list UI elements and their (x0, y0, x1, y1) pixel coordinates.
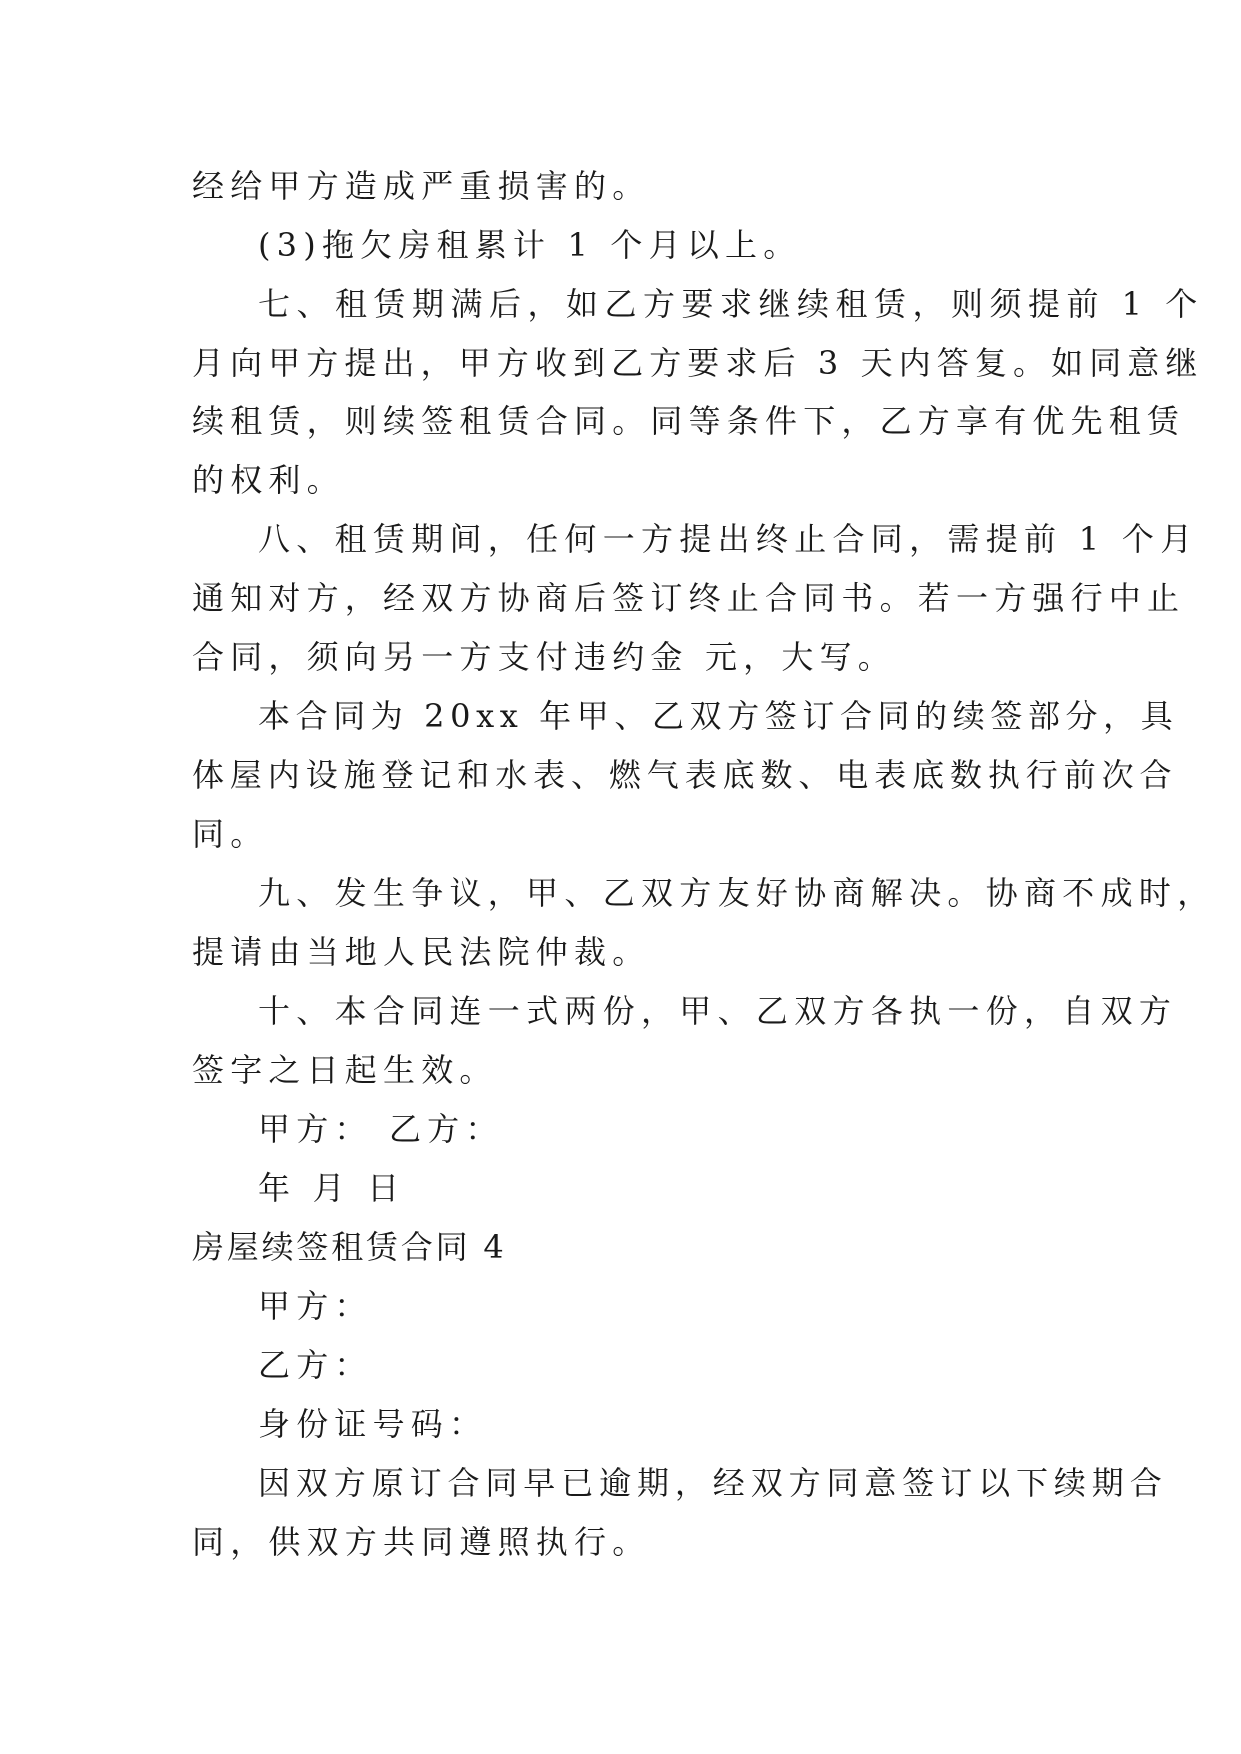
clause-nine: 九、发生争议，甲、乙双方友好协商解决。协商不成时， (258, 874, 1216, 912)
signature-date: 年 月 日 (258, 1169, 406, 1207)
paragraph-line: 通知对方，经双方协商后签订终止合同书。若一方强行中止 (192, 579, 1186, 617)
renewal-note: 本合同为 20xx 年甲、乙双方签订合同的续签部分，具 (258, 697, 1179, 735)
paragraph-line: 续租赁，则续签租赁合同。同等条件下，乙方享有优先租赁 (192, 402, 1186, 440)
paragraph-line: 签字之日起生效。 (192, 1051, 498, 1089)
paragraph-line: 同，供双方共同遵照执行。 (192, 1523, 651, 1561)
party-a-field: 甲方： (258, 1287, 373, 1325)
paragraph-line: 经给甲方造成严重损害的。 (192, 167, 651, 205)
paragraph-line: 同。 (192, 815, 269, 853)
intro-paragraph: 因双方原订合同早已逾期，经双方同意签订以下续期合 (258, 1464, 1168, 1502)
paragraph-line: 体屋内设施登记和水表、燃气表底数、电表底数执行前次合 (192, 756, 1178, 794)
clause-ten: 十、本合同连一式两份，甲、乙双方各执一份，自双方 (258, 992, 1178, 1030)
signature-parties: 甲方： 乙方： (258, 1110, 504, 1148)
clause-3-item: (3)拖欠房租累计 1 个月以上。 (258, 226, 802, 264)
clause-seven: 七、租赁期满后，如乙方要求继续租赁，则须提前 1 个 (258, 285, 1204, 323)
paragraph-line: 提请由当地人民法院仲裁。 (192, 933, 651, 971)
paragraph-line: 的权利。 (192, 461, 345, 499)
clause-eight: 八、租赁期间，任何一方提出终止合同，需提前 1 个月 (258, 520, 1199, 558)
paragraph-line: 月向甲方提出，甲方收到乙方要求后 3 天内答复。如同意继 (192, 344, 1204, 382)
id-number-field: 身份证号码： (258, 1405, 488, 1443)
paragraph-line: 合同，须向另一方支付违约金 元，大写。 (192, 638, 896, 676)
contract-title: 房屋续签租赁合同 4 (192, 1228, 507, 1266)
party-b-field: 乙方： (258, 1346, 373, 1384)
